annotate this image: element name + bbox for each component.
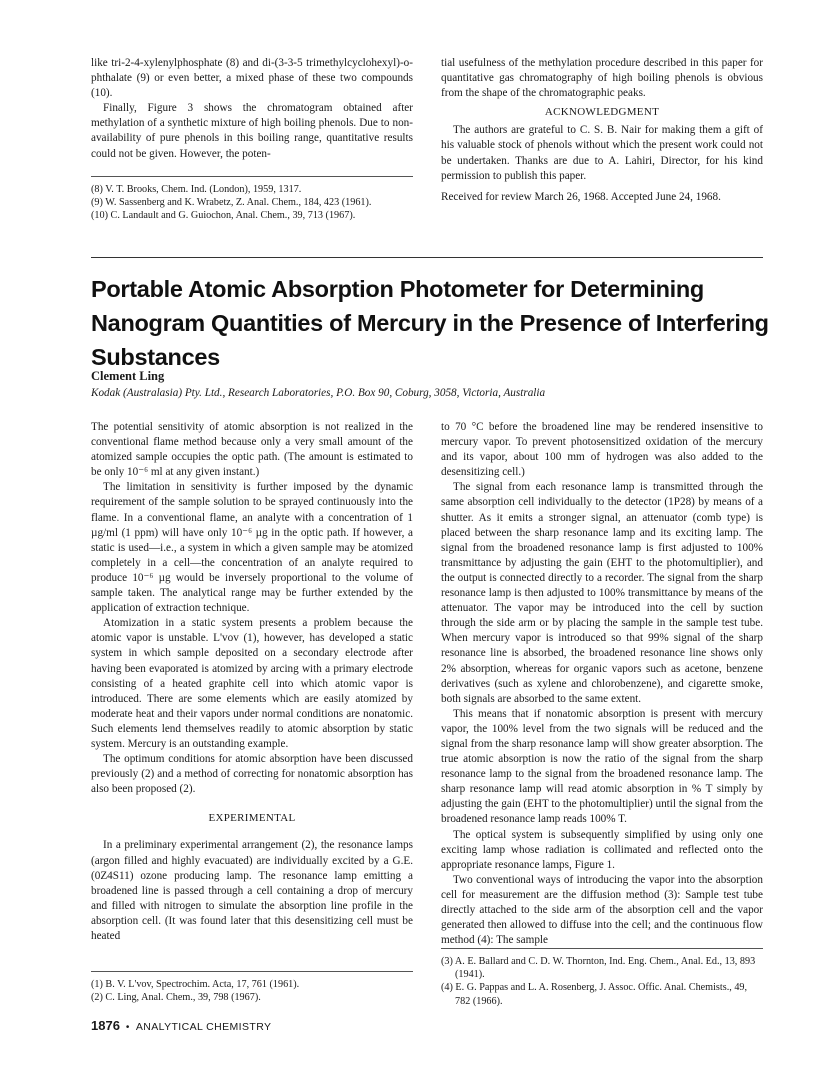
experimental-heading: EXPERIMENTAL <box>208 812 296 825</box>
prev-left-paragraph: like tri-2-4-xylenylphosphate (8) and di-(3-3-5 trimethylcyclohexyl)-o-phthalate (9) or even better, a mixed phase of these two compounds (10). <box>91 57 413 100</box>
reference-item: (2) C. Ling, Anal. Chem., 39, 798 (1967). <box>91 992 261 1004</box>
prev-left-references <box>91 183 413 223</box>
footnote-rule <box>91 176 413 177</box>
reference-item: (8) V. T. Brooks, Chem. Ind. (London), 1959, 1317. <box>91 184 302 195</box>
body-paragraph: The limitation in sensitivity is further imposed by the dynamic requirement of the sample solution to be sprayed continuously into the flame. In a conventional flame, an analyte with a concentration of 1 µg/ml (1 ppm) will have only 10⁻⁶ µg in the optic path. If however, a static is used—i.e., a system in which a given sample may be atomized completely in a cell—the concentration of an analyte required to produce 10⁻⁶ µg would be inversely proportional to the volume of sample taken. The analytical range may be further extended by the application of extraction technique. <box>91 481 413 615</box>
page-number: 1876 <box>91 1018 120 1033</box>
article-affiliation: Kodak (Australasia) Pty. Ltd., Research Laboratories, P.O. Box 90, Coburg, 3058, Victoria, Australia <box>91 387 546 399</box>
body-paragraph: The optimum conditions for atomic absorption have been discussed previously (2) and a method of correcting for nonatomic absorption has also been proposed (2). <box>91 753 413 796</box>
footer-bullet: • <box>125 1022 130 1033</box>
body-paragraph: In a preliminary experimental arrangement (2), the resonance lamps (argon filled and highly evacuated) are individually excited by a G.E. (0Z4S11) ozone producing lamp. The resonance lamp emitting a broadened line is passed through a cell containing a drop of mercury and filled with nitrogen to simulate the absorption line profile in the absorption cell. (It was found later that this desensitizing cell must be heated <box>91 839 413 942</box>
page-footer <box>91 1018 271 1033</box>
body-paragraph: The optical system is subsequently simplified by using only one exciting lamp whose radiation is collimated and reflected onto the appropriate resonance lamps, Figure 1. <box>441 828 763 871</box>
body-paragraph: This means that if nonatomic absorption is present with mercury vapor, the 100% level from the two signals will be reduced and the signal from the sharp resonance lamp will show greater absorption. The true atomic absorption is now the ratio of the signal from the sharp resonance lamp to the signal from the broadened resonance lamp. The sharp resonance lamp will read atomic absorption in % T simply by adjusting the gain (EHT to the photomultiplier) until the signal from the broadened resonance lamp reads 100% T. <box>441 707 764 826</box>
body-paragraph: The potential sensitivity of atomic absorption is not realized in the conventional flame method because only a very small amount of the atomized sample occupies the optic path. (The amount is estimated to be only 10⁻⁶ ml at any given instant.) <box>91 421 413 479</box>
article-right-column <box>441 420 763 948</box>
article-title: Portable Atomic Absorption Photometer for Determining Nanogram Quantities of Mercury in the Presence of Interfering Substances <box>91 276 769 370</box>
article-left-column <box>91 420 413 944</box>
received-line: Received for review March 26, 1968. Accepted June 24, 1968. <box>441 190 721 203</box>
journal-name: ANALYTICAL CHEMISTRY <box>135 1021 272 1033</box>
footnote-rule <box>91 971 413 972</box>
reference-item: (3) A. E. Ballard and C. D. W. Thornton, Ind. Eng. Chem., Anal. Ed., 13, 893 (1941). <box>441 956 756 981</box>
article-right-references <box>441 955 763 1008</box>
body-paragraph: The signal from each resonance lamp is transmitted through the same absorption cell individually to the detector (1P28) by means of a shutter. As it emits a stronger signal, an attenuator (comb type) is placed between the sharp resonance lamp and its exciting lamp. The signal from the broadened resonance lamp is first adjusted to 100% transmittance by adjusting the gain (EHT to the photomultiplier), and the output is connected directly to a recorder. The signal from the sharp resonance lamp is then adjusted to 100% transmittance by means of the attenuator. The vapor may be introduced into the cell by suction through the side arm or by placing the sample in the sample test tube. When mercury vapor is introduced so that 99% signal of the sharp resonance line is absorbed, the broadened resonance line shows only 2% absorption, whereas for organic vapors such as acetone, benzene derivatives (such as xylene and chlorobenzene), and cigarette smoke, both signals are absorbed to the same extent. <box>441 481 763 705</box>
prev-right-column <box>441 56 763 205</box>
reference-item: (4) E. G. Pappas and L. A. Rosenberg, J. Assoc. Offic. Anal. Chemists., 49, 782 (1966). <box>441 982 748 1007</box>
article-separator <box>91 257 763 258</box>
article-left-references <box>91 978 413 1004</box>
article-author: Clement Ling <box>91 369 165 383</box>
body-paragraph: Two conventional ways of introducing the vapor into the absorption cell for measurement are the diffusion method (3): Sample test tube directly attached to the side arm of the absorption cell and the vapor generated then allowed to diffuse into the cell; and the continuous flow method (4): The sample <box>441 873 763 947</box>
body-paragraph: Atomization in a static system presents a problem because the atomic vapor is unstable. L'vov (1), however, has developed a static system in which sample deposited on a secondary electrode after having been evaporated is atomized by arcing with a primary electrode consisting of a heated graphite cell into which atomic vapor is introduced. There are some elements which are easily atomized by moderate heat and their vapors under normal conditions are nonatomic. Such elements lend themselves readily to atomic absorption by static system. Mercury is an outstanding example. <box>91 617 413 750</box>
body-paragraph: to 70 °C before the broadened line may be rendered insensitive to mercury vapor. To prevent photosensitized oxidation of the mercury and its vapor, about 100 mm of hydrogen was also added to the desensitizing cell.) <box>441 421 763 479</box>
acknowledgment-heading: ACKNOWLEDGMENT <box>544 106 660 119</box>
acknowledgment-text: The authors are grateful to C. S. B. Nair for making them a gift of his valuable stock of phenols without which the present work could not be undertaken. Thanks are due to A. Lahiri, Director, for his kind permission to publish this paper. <box>441 124 763 182</box>
prev-left-paragraph: Finally, Figure 3 shows the chromatogram obtained after methylation of a synthetic mixture of high boiling phenols. Due to non-availability of pure phenols in this boiling range, quantitative results could not be given. However, the poten- <box>91 102 413 160</box>
reference-item: (1) B. V. L'vov, Spectrochim. Acta, 17, 761 (1961). <box>91 979 300 990</box>
reference-item: (9) W. Sassenberg and K. Wrabetz, Z. Anal. Chem., 184, 423 (1961). <box>91 197 372 209</box>
prev-left-column <box>91 56 413 162</box>
prev-right-paragraph: tial usefulness of the methylation procedure described in this paper for quantitative gas chromatography of high boiling phenols is obvious from the shape of the chromatographic peaks. <box>441 57 763 100</box>
reference-item: (10) C. Landault and G. Guiochon, Anal. Chem., 39, 713 (1967). <box>91 210 356 222</box>
footnote-rule <box>441 948 763 949</box>
